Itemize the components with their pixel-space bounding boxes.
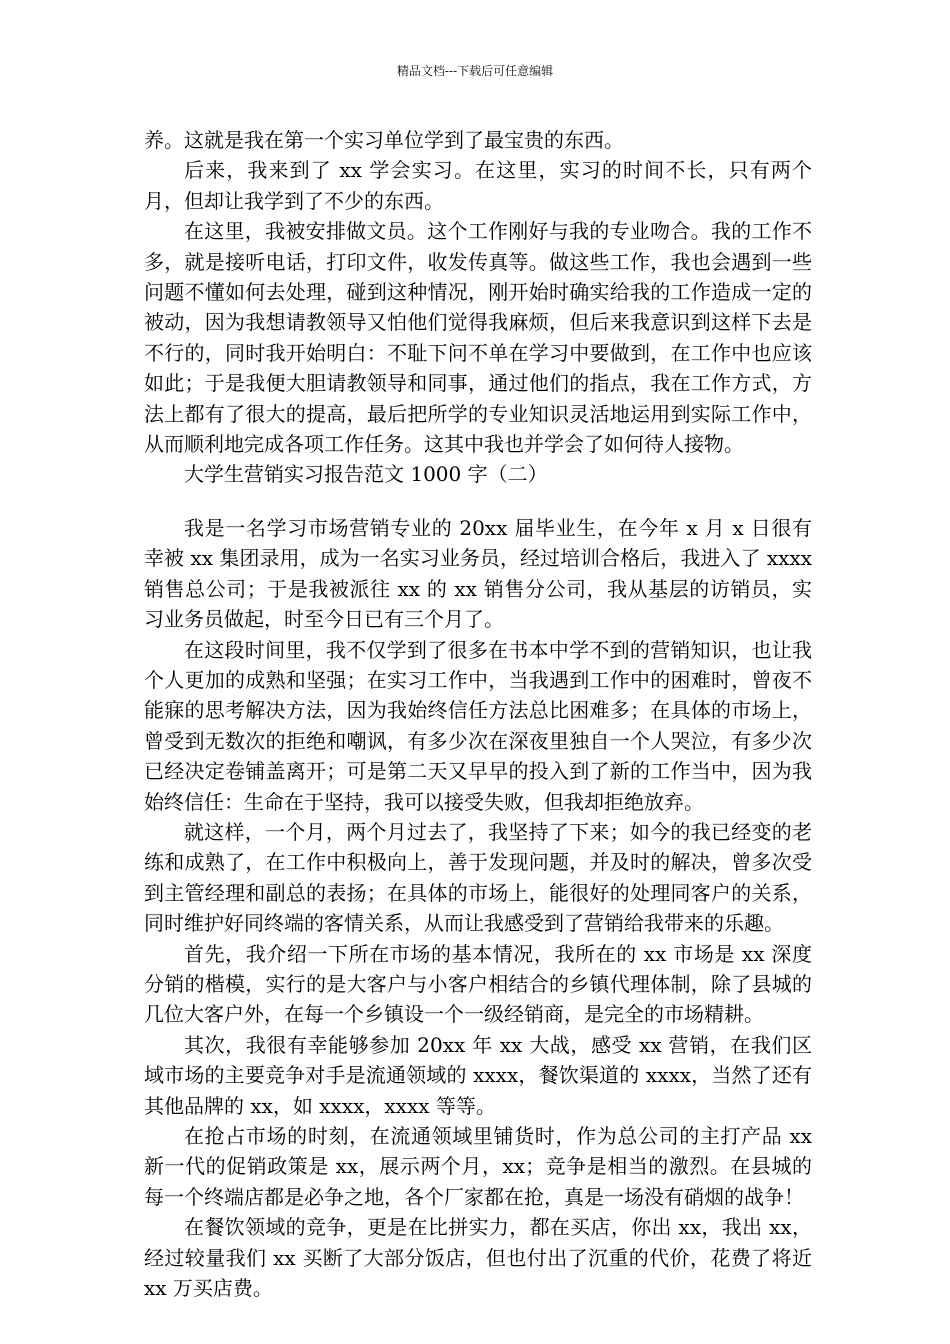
paragraph: 在餐饮领域的竞争，更是在比拼实力，都在买店，你出 xx，我出 xx，经过较量我们 xx 买断了大部分饭店，但也付出了沉重的代价，花费了将近 xx 万买店费。 (144, 1215, 812, 1301)
paragraph: 在抢占市场的时刻，在流通领域里铺货时，作为总公司的主打产品 xx 新一代的促销政策是 xx，展示两个月，xx；竞争是相当的激烈。在县城的每一个终端店都是必争之地，各个厂家都在抢，真是一场没有硝烟的战争！ (144, 1124, 812, 1209)
paragraph: 后来，我来到了 xx 学会实习。在这里，实习的时间不长，只有两个月，但却让我学到了不少的东西。 (144, 158, 812, 213)
page-header: 精品文档---下载后可任意编辑 (396, 64, 554, 78)
paragraph: 在这段时间里，我不仅学到了很多在书本中学不到的营销知识，也让我个人更加的成熟和坚强；在实习工作中，当我遇到工作中的困难时，曾夜不能寐的思考解决方法，因为我始终信任方法总比困难多；在具体的市场上，曾受到无数次的拒绝和嘲讽，有多少次在深夜里独自一个人哭泣，有多少次已经决定卷铺盖离开；可是第二天又早早的投入到了新的工作当中，因为我始终信任：生命在于坚持，我可以接受失败，但我却拒绝放弃。 (144, 637, 812, 814)
paragraph: 就这样，一个月，两个月过去了，我坚持了下来；如今的我已经变的老练和成熟了，在工作中积极向上，善于发现问题，并及时的解决，曾多次受到主管经理和副总的表扬；在具体的市场上，能很好的处理同客户的关系，同时维护好同终端的客情关系，从而让我感受到了营销给我带来的乐趣。 (144, 819, 812, 936)
document-body (144, 125, 812, 1303)
paragraph: 我是一名学习市场营销专业的 20xx 届毕业生，在今年 x 月 x 日很有幸被 xx 集团录用，成为一名实习业务员，经过培训合格后，我进入了 xxxx 销售总公司；于是我被派往 xx 的 xx 销售分公司，我从基层的访销员，实习业务员做起，时至今日已有三个月了。 (144, 515, 812, 632)
paragraph: 在这里，我被安排做文员。这个工作刚好与我的专业吻合。我的工作不多，就是接听电话，打印文件，收发传真等。做这些工作，我也会遇到一些问题不懂如何去处理，碰到这种情况，刚开始时确实给我的工作造成一定的被动，因为我想请教领导又怕他们觉得我麻烦，但后来我意识到这样下去是不行的，同时我开始明白：不耻下问不单在学习中要做到，在工作中也应该如此；于是我便大胆请教领导和同事，通过他们的指点，我在工作方式，方法上都有了很大的提高，最后把所学的专业知识灵活地运用到实际工作中，从而顺利地完成各项工作任务。这其中我也并学会了如何待人接物。 (144, 219, 812, 457)
paragraph: 其次，我很有幸能够参加 20xx 年 xx 大战，感受 xx 营销，在我们区域市场的主要竞争对手是流通领域的 xxxx，餐饮渠道的 xxxx，当然了还有其他品牌的 xx，如 xxxx，xxxx 等等。 (144, 1032, 812, 1118)
paragraph: 首先，我介绍一下所在市场的基本情况，我所在的 xx 市场是 xx 深度分销的楷模，实行的是大客户与小客户相结合的乡镇代理体制，除了县城的几位大客户外，在每一个乡镇设一个一级经销商，是完全的市场精耕。 (144, 941, 812, 1027)
paragraph: 养。这就是我在第一个实习单位学到了最宝贵的东西。 (144, 128, 624, 152)
section-title: 大学生营销实习报告范文 1000 字（二） (184, 462, 548, 487)
